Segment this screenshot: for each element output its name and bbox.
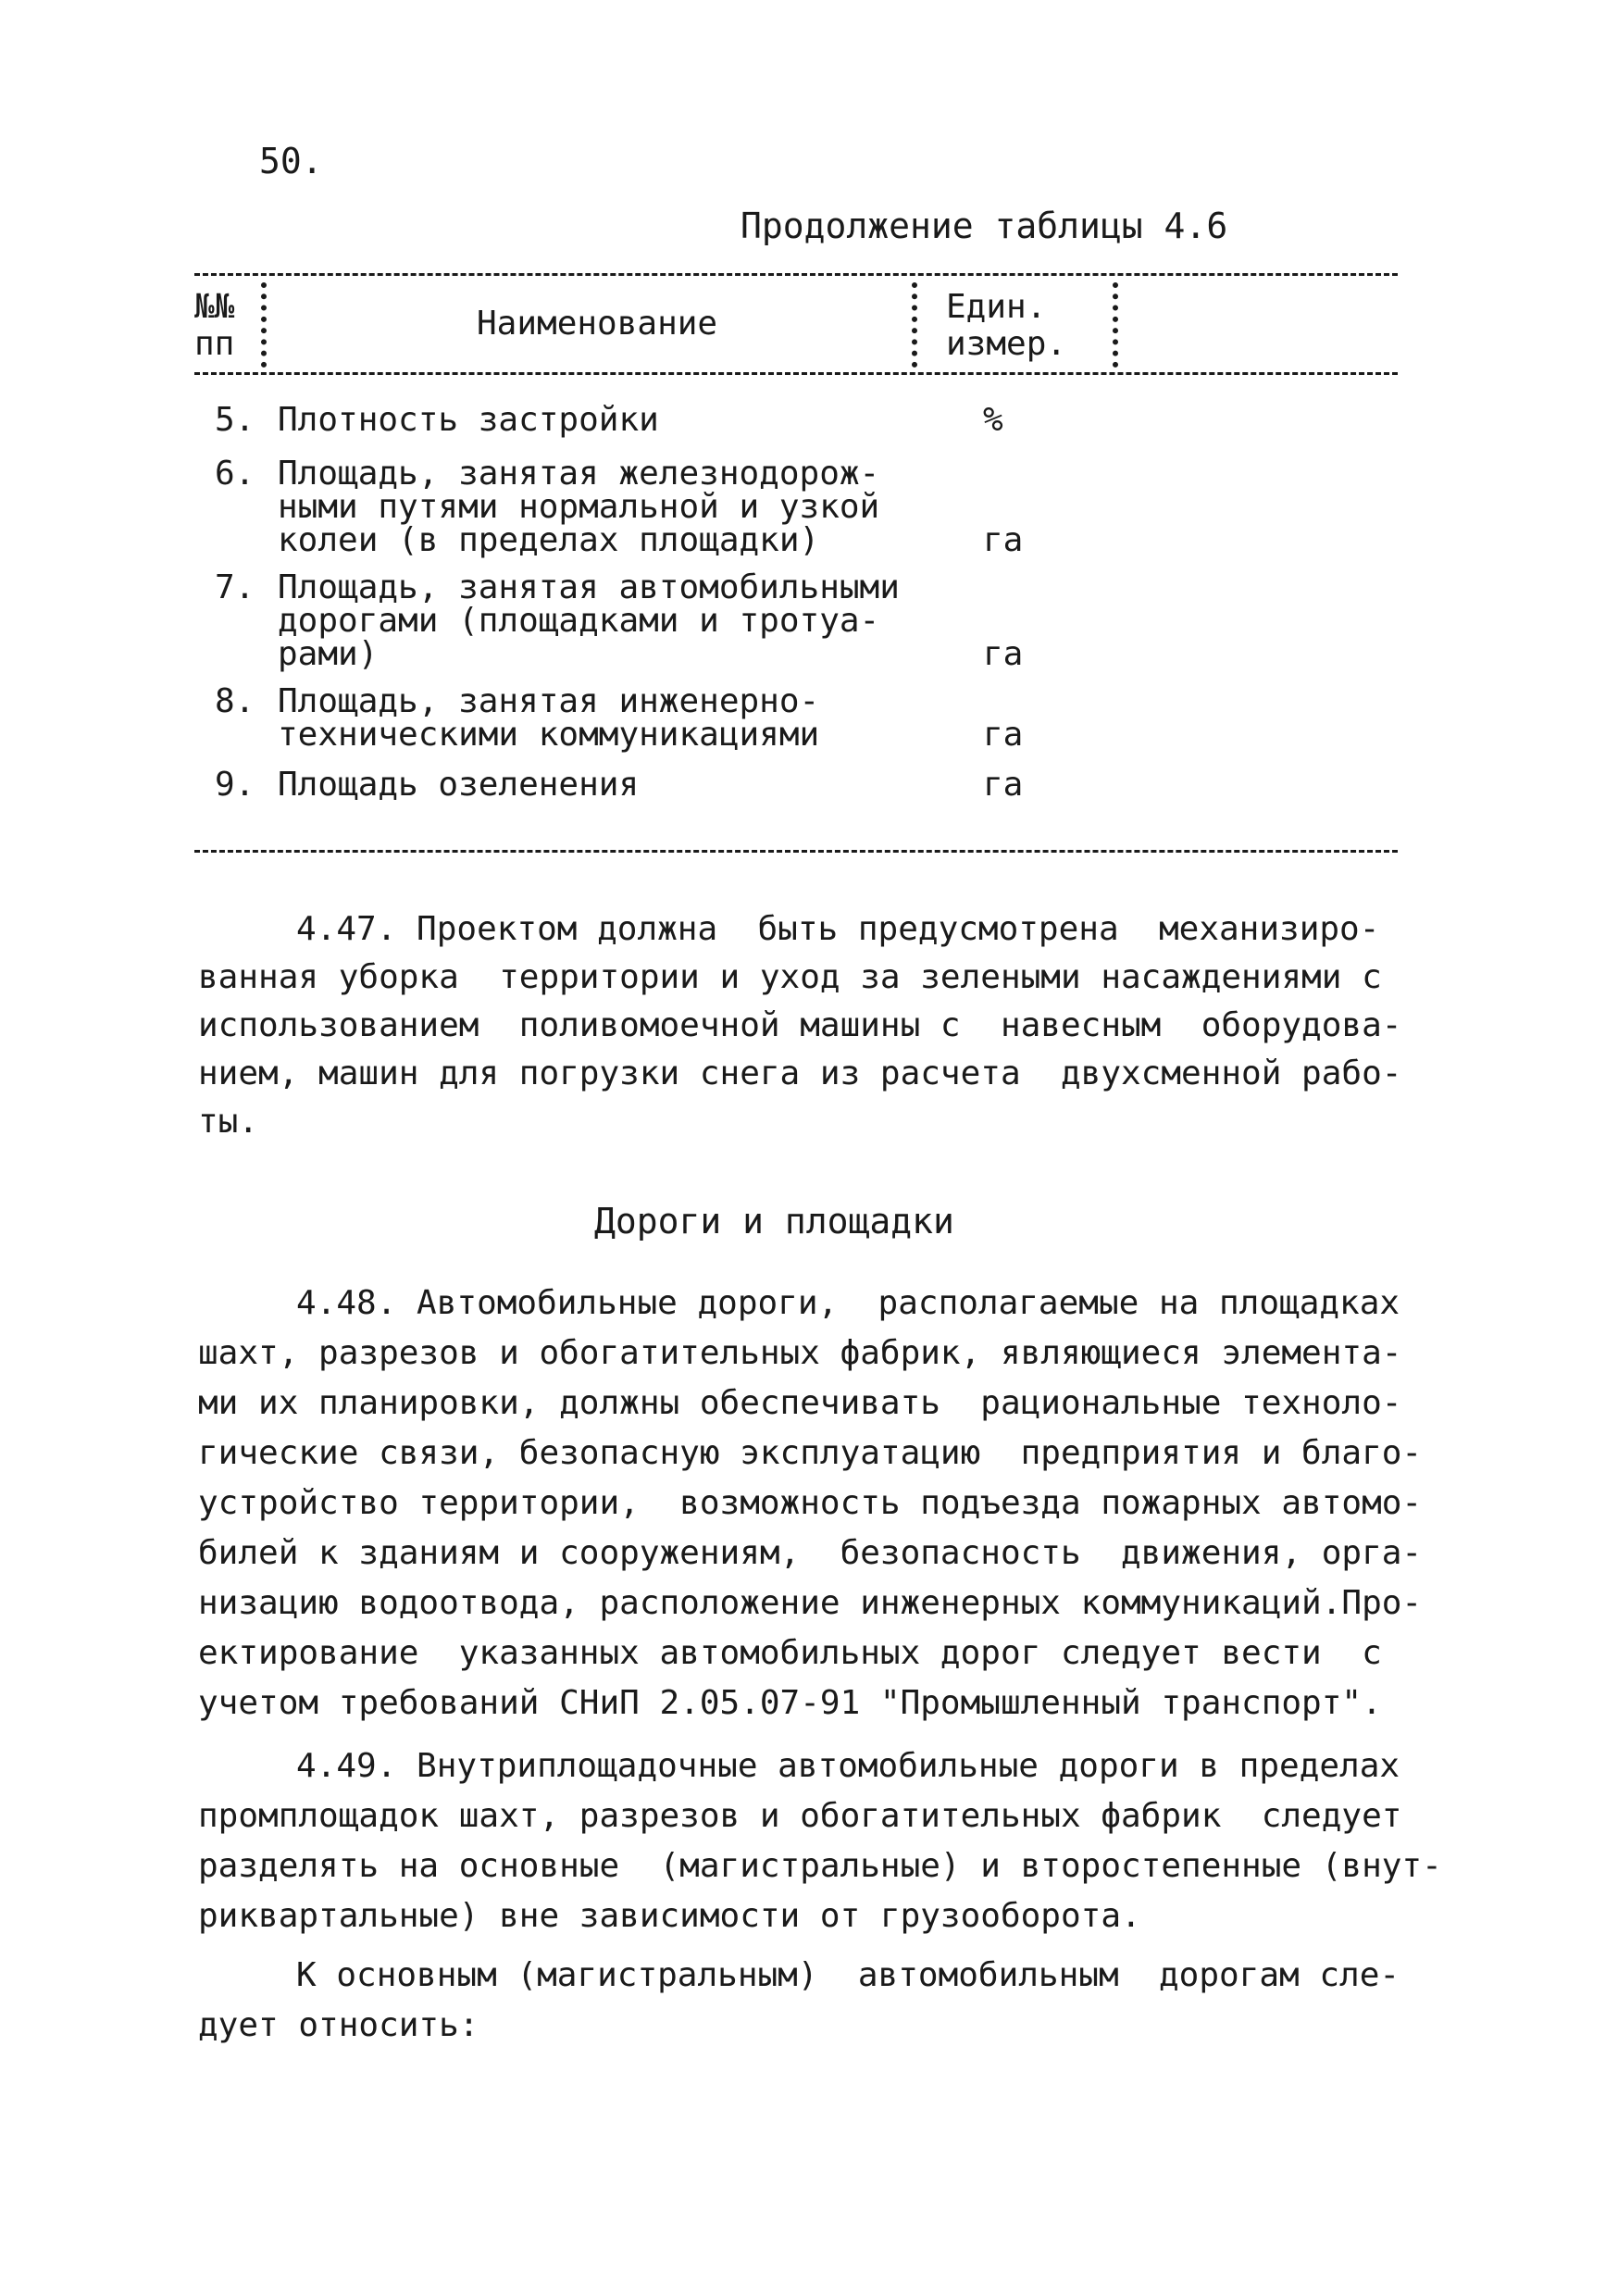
text-line: дует относить: (198, 2006, 479, 2044)
row-name-line: рами) (278, 635, 379, 673)
header-name: Наименование (477, 305, 718, 343)
row-name-line: ными путями нормальной и узкой (278, 488, 880, 526)
section-heading: Дороги и площадки (594, 1201, 954, 1242)
text-line: билей к зданиям и сооружениям, безопасность движения, орга- (198, 1534, 1423, 1572)
row-name-line: Площадь, занятая железнодорож- (278, 455, 880, 493)
text-line: нием, машин для погрузки снега из расчета двухсменной рабо- (198, 1054, 1402, 1092)
header-unit-line1: Един. (946, 288, 1047, 326)
row-unit: % (983, 401, 1003, 439)
text-line: 4.49. Внутриплощадочные автомобильные дороги в пределах (296, 1747, 1400, 1785)
text-line: К основным (магистральным) автомобильным дорогам сле- (296, 1956, 1400, 1994)
row-number: 6. (215, 455, 255, 493)
table-bottom-rule (194, 850, 1398, 853)
text-line: низацию водоотвода, расположение инженерных коммуникаций.Про- (198, 1584, 1423, 1622)
table-top-rule (194, 273, 1398, 276)
text-line: шахт, разрезов и обогатительных фабрик, являющиеся элемента- (198, 1334, 1402, 1372)
header-unit-line2: измер. (946, 325, 1067, 363)
row-number: 7. (215, 568, 255, 606)
text-line: учетом требований СНиП 2.05.07-91 "Промышленный транспорт". (198, 1684, 1382, 1722)
row-name-line: техническими коммуникациями (278, 716, 820, 754)
row-name-line: колеи (в пределах площадки) (278, 521, 820, 559)
row-name-line: Площадь, занятая автомобильными (278, 568, 900, 606)
text-line: 4.47. Проектом должна быть предусмотрена механизиро- (296, 910, 1380, 948)
text-line: ванная уборка территории и уход за зелеными насаждениями с (198, 958, 1382, 996)
row-unit: га (983, 635, 1024, 673)
page-number: 50. (259, 141, 323, 181)
text-line: 4.48. Автомобильные дороги, располагаемые на площадках (296, 1284, 1400, 1322)
table-caption: Продолжение таблицы 4.6 (741, 206, 1228, 246)
row-number: 8. (215, 682, 255, 720)
text-line: ми их планировки, должны обеспечивать рациональные техноло- (198, 1384, 1402, 1422)
header-num-line2: пп (194, 325, 235, 363)
row-name-line: Площадь озеленения (278, 766, 640, 804)
text-line: риквартальные) вне зависимости от грузооборота. (198, 1897, 1141, 1935)
row-number: 9. (215, 766, 255, 804)
row-unit: га (983, 716, 1024, 754)
row-unit: га (983, 766, 1024, 804)
text-line: разделять на основные (магистральные) и второстепенные (внут- (198, 1847, 1442, 1885)
text-line: гические связи, безопасную эксплуатацию предприятия и благо- (198, 1434, 1423, 1472)
header-num-line1: №№ (194, 288, 235, 326)
column-separator (912, 282, 917, 368)
text-line: ты. (198, 1103, 259, 1141)
column-separator (1113, 282, 1118, 368)
text-line: устройство территории, возможность подъезда пожарных автомо- (198, 1484, 1423, 1522)
row-name-line: дорогами (площадками и тротуа- (278, 602, 880, 640)
text-line: промплощадок шахт, разрезов и обогатительных фабрик следует (198, 1797, 1402, 1835)
row-name-line: Площадь, занятая инженерно- (278, 682, 820, 720)
column-separator (261, 282, 267, 368)
text-line: ектирование указанных автомобильных дорог следует вести с (198, 1634, 1382, 1672)
row-number: 5. (215, 401, 255, 439)
row-unit: га (983, 521, 1024, 559)
text-line: использованием поливомоечной машины с навесным оборудова- (198, 1006, 1402, 1044)
row-name-line: Плотность застройки (278, 401, 659, 439)
table-header-rule (194, 372, 1398, 375)
